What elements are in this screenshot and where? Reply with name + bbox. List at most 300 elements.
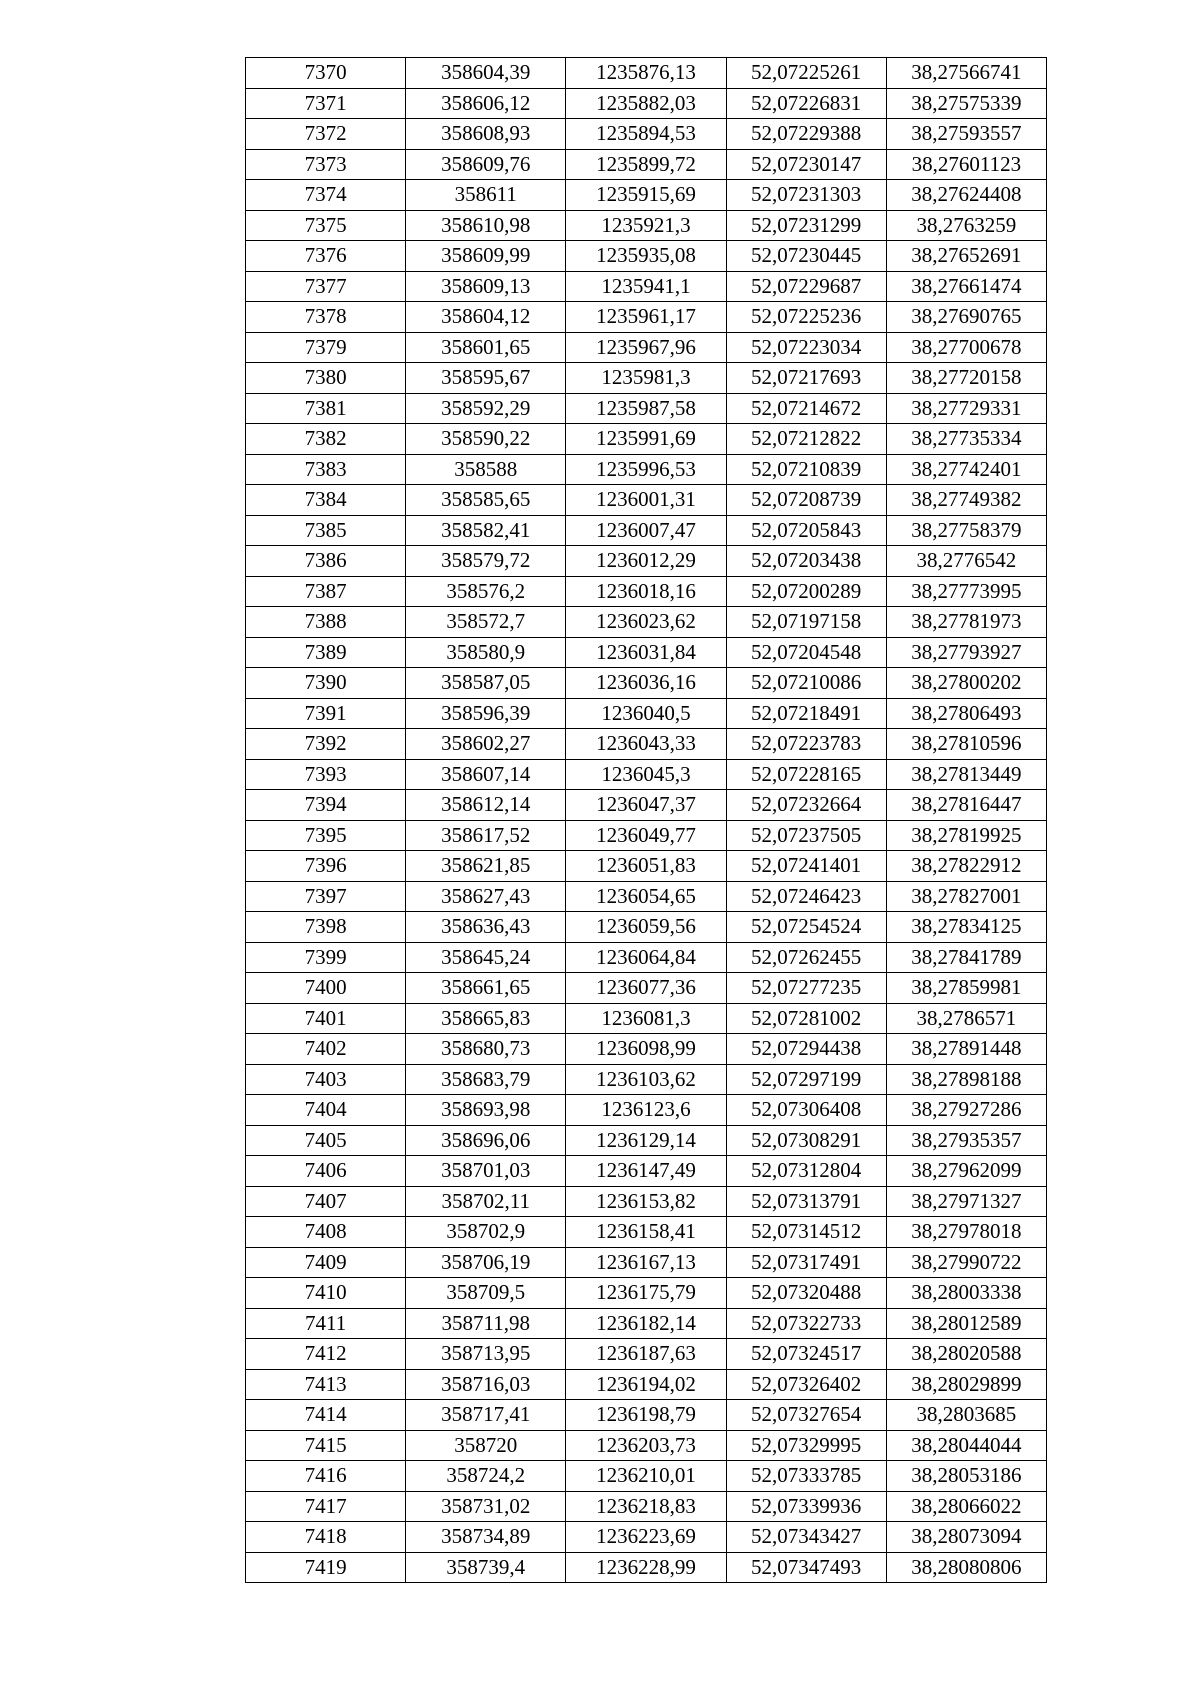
table-row <box>246 1095 1047 1126</box>
latitude-cell: 52,07343427 <box>726 1522 886 1553</box>
x-coordinate-cell: 358588 <box>406 454 566 485</box>
table-row <box>246 210 1047 241</box>
longitude-cell: 38,27700678 <box>886 332 1046 363</box>
table-row <box>246 942 1047 973</box>
y-coordinate-cell: 1236064,84 <box>566 942 726 973</box>
point-number-cell: 7377 <box>246 271 406 302</box>
x-coordinate-cell: 358661,65 <box>406 973 566 1004</box>
latitude-cell: 52,07225236 <box>726 302 886 333</box>
table-row <box>246 1034 1047 1065</box>
longitude-cell: 38,27624408 <box>886 180 1046 211</box>
y-coordinate-cell: 1236203,73 <box>566 1430 726 1461</box>
longitude-cell: 38,27720158 <box>886 363 1046 394</box>
latitude-cell: 52,07254524 <box>726 912 886 943</box>
point-number-cell: 7388 <box>246 607 406 638</box>
table-row <box>246 1064 1047 1095</box>
point-number-cell: 7404 <box>246 1095 406 1126</box>
latitude-cell: 52,07210086 <box>726 668 886 699</box>
table-row <box>246 729 1047 760</box>
point-number-cell: 7380 <box>246 363 406 394</box>
point-number-cell: 7411 <box>246 1308 406 1339</box>
y-coordinate-cell: 1235935,08 <box>566 241 726 272</box>
x-coordinate-cell: 358609,99 <box>406 241 566 272</box>
longitude-cell: 38,27810596 <box>886 729 1046 760</box>
latitude-cell: 52,07333785 <box>726 1461 886 1492</box>
point-number-cell: 7416 <box>246 1461 406 1492</box>
y-coordinate-cell: 1236059,56 <box>566 912 726 943</box>
table-row <box>246 424 1047 455</box>
longitude-cell: 38,2803685 <box>886 1400 1046 1431</box>
latitude-cell: 52,07297199 <box>726 1064 886 1095</box>
y-coordinate-cell: 1236223,69 <box>566 1522 726 1553</box>
x-coordinate-cell: 358595,67 <box>406 363 566 394</box>
longitude-cell: 38,28080806 <box>886 1552 1046 1583</box>
table-row <box>246 668 1047 699</box>
latitude-cell: 52,07214672 <box>726 393 886 424</box>
longitude-cell: 38,28029899 <box>886 1369 1046 1400</box>
point-number-cell: 7376 <box>246 241 406 272</box>
table-row <box>246 302 1047 333</box>
x-coordinate-cell: 358706,19 <box>406 1247 566 1278</box>
table-row <box>246 1217 1047 1248</box>
longitude-cell: 38,27652691 <box>886 241 1046 272</box>
x-coordinate-cell: 358596,39 <box>406 698 566 729</box>
latitude-cell: 52,07212822 <box>726 424 886 455</box>
y-coordinate-cell: 1236098,99 <box>566 1034 726 1065</box>
longitude-cell: 38,27566741 <box>886 58 1046 89</box>
x-coordinate-cell: 358665,83 <box>406 1003 566 1034</box>
longitude-cell: 38,27891448 <box>886 1034 1046 1065</box>
latitude-cell: 52,07324517 <box>726 1339 886 1370</box>
y-coordinate-cell: 1236198,79 <box>566 1400 726 1431</box>
y-coordinate-cell: 1235967,96 <box>566 332 726 363</box>
point-number-cell: 7407 <box>246 1186 406 1217</box>
table-row <box>246 759 1047 790</box>
x-coordinate-cell: 358717,41 <box>406 1400 566 1431</box>
y-coordinate-cell: 1236049,77 <box>566 820 726 851</box>
y-coordinate-cell: 1235915,69 <box>566 180 726 211</box>
table-row <box>246 912 1047 943</box>
x-coordinate-cell: 358572,7 <box>406 607 566 638</box>
longitude-cell: 38,27773995 <box>886 576 1046 607</box>
x-coordinate-cell: 358576,2 <box>406 576 566 607</box>
y-coordinate-cell: 1235991,69 <box>566 424 726 455</box>
latitude-cell: 52,07329995 <box>726 1430 886 1461</box>
y-coordinate-cell: 1236081,3 <box>566 1003 726 1034</box>
latitude-cell: 52,07218491 <box>726 698 886 729</box>
latitude-cell: 52,07208739 <box>726 485 886 516</box>
longitude-cell: 38,27827001 <box>886 881 1046 912</box>
table-row <box>246 1552 1047 1583</box>
latitude-cell: 52,07200289 <box>726 576 886 607</box>
y-coordinate-cell: 1236007,47 <box>566 515 726 546</box>
latitude-cell: 52,07223034 <box>726 332 886 363</box>
x-coordinate-cell: 358713,95 <box>406 1339 566 1370</box>
point-number-cell: 7373 <box>246 149 406 180</box>
longitude-cell: 38,27742401 <box>886 454 1046 485</box>
point-number-cell: 7382 <box>246 424 406 455</box>
table-row <box>246 119 1047 150</box>
point-number-cell: 7385 <box>246 515 406 546</box>
table-row <box>246 454 1047 485</box>
x-coordinate-cell: 358702,11 <box>406 1186 566 1217</box>
y-coordinate-cell: 1236077,36 <box>566 973 726 1004</box>
x-coordinate-cell: 358702,9 <box>406 1217 566 1248</box>
x-coordinate-cell: 358604,39 <box>406 58 566 89</box>
table-row <box>246 607 1047 638</box>
longitude-cell: 38,27690765 <box>886 302 1046 333</box>
coordinates-table-body <box>246 58 1047 1583</box>
longitude-cell: 38,27978018 <box>886 1217 1046 1248</box>
point-number-cell: 7392 <box>246 729 406 760</box>
longitude-cell: 38,27990722 <box>886 1247 1046 1278</box>
latitude-cell: 52,07229687 <box>726 271 886 302</box>
longitude-cell: 38,2763259 <box>886 210 1046 241</box>
latitude-cell: 52,07226831 <box>726 88 886 119</box>
table-row <box>246 485 1047 516</box>
point-number-cell: 7389 <box>246 637 406 668</box>
table-row <box>246 393 1047 424</box>
point-number-cell: 7403 <box>246 1064 406 1095</box>
table-row <box>246 698 1047 729</box>
point-number-cell: 7386 <box>246 546 406 577</box>
point-number-cell: 7397 <box>246 881 406 912</box>
x-coordinate-cell: 358734,89 <box>406 1522 566 1553</box>
y-coordinate-cell: 1236153,82 <box>566 1186 726 1217</box>
table-row <box>246 149 1047 180</box>
latitude-cell: 52,07205843 <box>726 515 886 546</box>
table-row <box>246 332 1047 363</box>
latitude-cell: 52,07204548 <box>726 637 886 668</box>
point-number-cell: 7374 <box>246 180 406 211</box>
x-coordinate-cell: 358611 <box>406 180 566 211</box>
point-number-cell: 7412 <box>246 1339 406 1370</box>
x-coordinate-cell: 358579,72 <box>406 546 566 577</box>
longitude-cell: 38,27661474 <box>886 271 1046 302</box>
longitude-cell: 38,2776542 <box>886 546 1046 577</box>
point-number-cell: 7379 <box>246 332 406 363</box>
table-row <box>246 790 1047 821</box>
longitude-cell: 38,27927286 <box>886 1095 1046 1126</box>
latitude-cell: 52,07317491 <box>726 1247 886 1278</box>
table-row <box>246 363 1047 394</box>
y-coordinate-cell: 1236023,62 <box>566 607 726 638</box>
table-row <box>246 637 1047 668</box>
x-coordinate-cell: 358608,93 <box>406 119 566 150</box>
y-coordinate-cell: 1236194,02 <box>566 1369 726 1400</box>
longitude-cell: 38,28020588 <box>886 1339 1046 1370</box>
table-row <box>246 576 1047 607</box>
point-number-cell: 7398 <box>246 912 406 943</box>
x-coordinate-cell: 358609,13 <box>406 271 566 302</box>
latitude-cell: 52,07308291 <box>726 1125 886 1156</box>
longitude-cell: 38,27806493 <box>886 698 1046 729</box>
latitude-cell: 52,07241401 <box>726 851 886 882</box>
longitude-cell: 38,27781973 <box>886 607 1046 638</box>
y-coordinate-cell: 1236018,16 <box>566 576 726 607</box>
x-coordinate-cell: 358602,27 <box>406 729 566 760</box>
point-number-cell: 7371 <box>246 88 406 119</box>
longitude-cell: 38,27898188 <box>886 1064 1046 1095</box>
point-number-cell: 7418 <box>246 1522 406 1553</box>
latitude-cell: 52,07294438 <box>726 1034 886 1065</box>
latitude-cell: 52,07210839 <box>726 454 886 485</box>
latitude-cell: 52,07347493 <box>726 1552 886 1583</box>
table-row <box>246 241 1047 272</box>
latitude-cell: 52,07262455 <box>726 942 886 973</box>
y-coordinate-cell: 1236210,01 <box>566 1461 726 1492</box>
y-coordinate-cell: 1236123,6 <box>566 1095 726 1126</box>
point-number-cell: 7378 <box>246 302 406 333</box>
y-coordinate-cell: 1236175,79 <box>566 1278 726 1309</box>
y-coordinate-cell: 1236129,14 <box>566 1125 726 1156</box>
longitude-cell: 38,27800202 <box>886 668 1046 699</box>
point-number-cell: 7401 <box>246 1003 406 1034</box>
x-coordinate-cell: 358720 <box>406 1430 566 1461</box>
table-row <box>246 1400 1047 1431</box>
x-coordinate-cell: 358590,22 <box>406 424 566 455</box>
latitude-cell: 52,07339936 <box>726 1491 886 1522</box>
longitude-cell: 38,27601123 <box>886 149 1046 180</box>
y-coordinate-cell: 1236158,41 <box>566 1217 726 1248</box>
x-coordinate-cell: 358582,41 <box>406 515 566 546</box>
longitude-cell: 38,2786571 <box>886 1003 1046 1034</box>
y-coordinate-cell: 1236167,13 <box>566 1247 726 1278</box>
coordinates-table <box>245 57 1047 1583</box>
point-number-cell: 7387 <box>246 576 406 607</box>
longitude-cell: 38,27758379 <box>886 515 1046 546</box>
y-coordinate-cell: 1235941,1 <box>566 271 726 302</box>
longitude-cell: 38,27593557 <box>886 119 1046 150</box>
latitude-cell: 52,07230445 <box>726 241 886 272</box>
x-coordinate-cell: 358739,4 <box>406 1552 566 1583</box>
table-row <box>246 820 1047 851</box>
latitude-cell: 52,07312804 <box>726 1156 886 1187</box>
latitude-cell: 52,07197158 <box>726 607 886 638</box>
y-coordinate-cell: 1236001,31 <box>566 485 726 516</box>
y-coordinate-cell: 1235876,13 <box>566 58 726 89</box>
x-coordinate-cell: 358601,65 <box>406 332 566 363</box>
y-coordinate-cell: 1236036,16 <box>566 668 726 699</box>
longitude-cell: 38,27971327 <box>886 1186 1046 1217</box>
table-row <box>246 1003 1047 1034</box>
y-coordinate-cell: 1236218,83 <box>566 1491 726 1522</box>
latitude-cell: 52,07313791 <box>726 1186 886 1217</box>
latitude-cell: 52,07230147 <box>726 149 886 180</box>
point-number-cell: 7400 <box>246 973 406 1004</box>
latitude-cell: 52,07281002 <box>726 1003 886 1034</box>
point-number-cell: 7375 <box>246 210 406 241</box>
point-number-cell: 7372 <box>246 119 406 150</box>
x-coordinate-cell: 358621,85 <box>406 851 566 882</box>
point-number-cell: 7409 <box>246 1247 406 1278</box>
point-number-cell: 7391 <box>246 698 406 729</box>
y-coordinate-cell: 1235921,3 <box>566 210 726 241</box>
x-coordinate-cell: 358716,03 <box>406 1369 566 1400</box>
latitude-cell: 52,07237505 <box>726 820 886 851</box>
table-row <box>246 88 1047 119</box>
longitude-cell: 38,28012589 <box>886 1308 1046 1339</box>
table-row <box>246 1430 1047 1461</box>
table-row <box>246 1369 1047 1400</box>
x-coordinate-cell: 358592,29 <box>406 393 566 424</box>
point-number-cell: 7415 <box>246 1430 406 1461</box>
table-row <box>246 1247 1047 1278</box>
y-coordinate-cell: 1235987,58 <box>566 393 726 424</box>
table-row <box>246 973 1047 1004</box>
longitude-cell: 38,27793927 <box>886 637 1046 668</box>
table-row <box>246 1339 1047 1370</box>
point-number-cell: 7384 <box>246 485 406 516</box>
latitude-cell: 52,07306408 <box>726 1095 886 1126</box>
point-number-cell: 7393 <box>246 759 406 790</box>
longitude-cell: 38,27962099 <box>886 1156 1046 1187</box>
x-coordinate-cell: 358696,06 <box>406 1125 566 1156</box>
x-coordinate-cell: 358711,98 <box>406 1308 566 1339</box>
longitude-cell: 38,28003338 <box>886 1278 1046 1309</box>
x-coordinate-cell: 358607,14 <box>406 759 566 790</box>
longitude-cell: 38,27575339 <box>886 88 1046 119</box>
x-coordinate-cell: 358709,5 <box>406 1278 566 1309</box>
y-coordinate-cell: 1236031,84 <box>566 637 726 668</box>
table-row <box>246 1522 1047 1553</box>
y-coordinate-cell: 1235961,17 <box>566 302 726 333</box>
table-row <box>246 1278 1047 1309</box>
x-coordinate-cell: 358612,14 <box>406 790 566 821</box>
latitude-cell: 52,07232664 <box>726 790 886 821</box>
latitude-cell: 52,07314512 <box>726 1217 886 1248</box>
y-coordinate-cell: 1236228,99 <box>566 1552 726 1583</box>
x-coordinate-cell: 358693,98 <box>406 1095 566 1126</box>
table-row <box>246 1308 1047 1339</box>
y-coordinate-cell: 1236051,83 <box>566 851 726 882</box>
x-coordinate-cell: 358585,65 <box>406 485 566 516</box>
longitude-cell: 38,27822912 <box>886 851 1046 882</box>
longitude-cell: 38,27729331 <box>886 393 1046 424</box>
latitude-cell: 52,07320488 <box>726 1278 886 1309</box>
latitude-cell: 52,07228165 <box>726 759 886 790</box>
point-number-cell: 7410 <box>246 1278 406 1309</box>
x-coordinate-cell: 358606,12 <box>406 88 566 119</box>
x-coordinate-cell: 358636,43 <box>406 912 566 943</box>
x-coordinate-cell: 358701,03 <box>406 1156 566 1187</box>
point-number-cell: 7390 <box>246 668 406 699</box>
longitude-cell: 38,27816447 <box>886 790 1046 821</box>
x-coordinate-cell: 358617,52 <box>406 820 566 851</box>
y-coordinate-cell: 1236054,65 <box>566 881 726 912</box>
point-number-cell: 7381 <box>246 393 406 424</box>
x-coordinate-cell: 358610,98 <box>406 210 566 241</box>
point-number-cell: 7370 <box>246 58 406 89</box>
longitude-cell: 38,28073094 <box>886 1522 1046 1553</box>
point-number-cell: 7419 <box>246 1552 406 1583</box>
y-coordinate-cell: 1236043,33 <box>566 729 726 760</box>
point-number-cell: 7413 <box>246 1369 406 1400</box>
x-coordinate-cell: 358683,79 <box>406 1064 566 1095</box>
latitude-cell: 52,07231299 <box>726 210 886 241</box>
latitude-cell: 52,07225261 <box>726 58 886 89</box>
y-coordinate-cell: 1235894,53 <box>566 119 726 150</box>
x-coordinate-cell: 358645,24 <box>406 942 566 973</box>
table-row <box>246 271 1047 302</box>
latitude-cell: 52,07231303 <box>726 180 886 211</box>
longitude-cell: 38,27841789 <box>886 942 1046 973</box>
longitude-cell: 38,28044044 <box>886 1430 1046 1461</box>
point-number-cell: 7394 <box>246 790 406 821</box>
table-row <box>246 1491 1047 1522</box>
table-row <box>246 1186 1047 1217</box>
longitude-cell: 38,27813449 <box>886 759 1046 790</box>
point-number-cell: 7383 <box>246 454 406 485</box>
latitude-cell: 52,07229388 <box>726 119 886 150</box>
y-coordinate-cell: 1236182,14 <box>566 1308 726 1339</box>
table-row <box>246 851 1047 882</box>
x-coordinate-cell: 358627,43 <box>406 881 566 912</box>
x-coordinate-cell: 358609,76 <box>406 149 566 180</box>
table-row <box>246 58 1047 89</box>
x-coordinate-cell: 358724,2 <box>406 1461 566 1492</box>
table-row <box>246 881 1047 912</box>
latitude-cell: 52,07322733 <box>726 1308 886 1339</box>
y-coordinate-cell: 1236047,37 <box>566 790 726 821</box>
table-row <box>246 1461 1047 1492</box>
latitude-cell: 52,07223783 <box>726 729 886 760</box>
longitude-cell: 38,27834125 <box>886 912 1046 943</box>
y-coordinate-cell: 1235899,72 <box>566 149 726 180</box>
y-coordinate-cell: 1235882,03 <box>566 88 726 119</box>
x-coordinate-cell: 358580,9 <box>406 637 566 668</box>
point-number-cell: 7402 <box>246 1034 406 1065</box>
longitude-cell: 38,27735334 <box>886 424 1046 455</box>
y-coordinate-cell: 1236040,5 <box>566 698 726 729</box>
y-coordinate-cell: 1236012,29 <box>566 546 726 577</box>
table-row <box>246 515 1047 546</box>
table-row <box>246 180 1047 211</box>
latitude-cell: 52,07326402 <box>726 1369 886 1400</box>
latitude-cell: 52,07203438 <box>726 546 886 577</box>
table-row <box>246 1156 1047 1187</box>
point-number-cell: 7417 <box>246 1491 406 1522</box>
x-coordinate-cell: 358604,12 <box>406 302 566 333</box>
latitude-cell: 52,07327654 <box>726 1400 886 1431</box>
y-coordinate-cell: 1236187,63 <box>566 1339 726 1370</box>
y-coordinate-cell: 1236045,3 <box>566 759 726 790</box>
longitude-cell: 38,27749382 <box>886 485 1046 516</box>
table-row <box>246 1125 1047 1156</box>
x-coordinate-cell: 358731,02 <box>406 1491 566 1522</box>
longitude-cell: 38,28053186 <box>886 1461 1046 1492</box>
point-number-cell: 7414 <box>246 1400 406 1431</box>
longitude-cell: 38,27935357 <box>886 1125 1046 1156</box>
longitude-cell: 38,27859981 <box>886 973 1046 1004</box>
point-number-cell: 7405 <box>246 1125 406 1156</box>
y-coordinate-cell: 1236147,49 <box>566 1156 726 1187</box>
point-number-cell: 7396 <box>246 851 406 882</box>
point-number-cell: 7395 <box>246 820 406 851</box>
latitude-cell: 52,07246423 <box>726 881 886 912</box>
longitude-cell: 38,27819925 <box>886 820 1046 851</box>
x-coordinate-cell: 358680,73 <box>406 1034 566 1065</box>
latitude-cell: 52,07217693 <box>726 363 886 394</box>
y-coordinate-cell: 1236103,62 <box>566 1064 726 1095</box>
x-coordinate-cell: 358587,05 <box>406 668 566 699</box>
longitude-cell: 38,28066022 <box>886 1491 1046 1522</box>
latitude-cell: 52,07277235 <box>726 973 886 1004</box>
y-coordinate-cell: 1235996,53 <box>566 454 726 485</box>
point-number-cell: 7406 <box>246 1156 406 1187</box>
table-row <box>246 546 1047 577</box>
y-coordinate-cell: 1235981,3 <box>566 363 726 394</box>
